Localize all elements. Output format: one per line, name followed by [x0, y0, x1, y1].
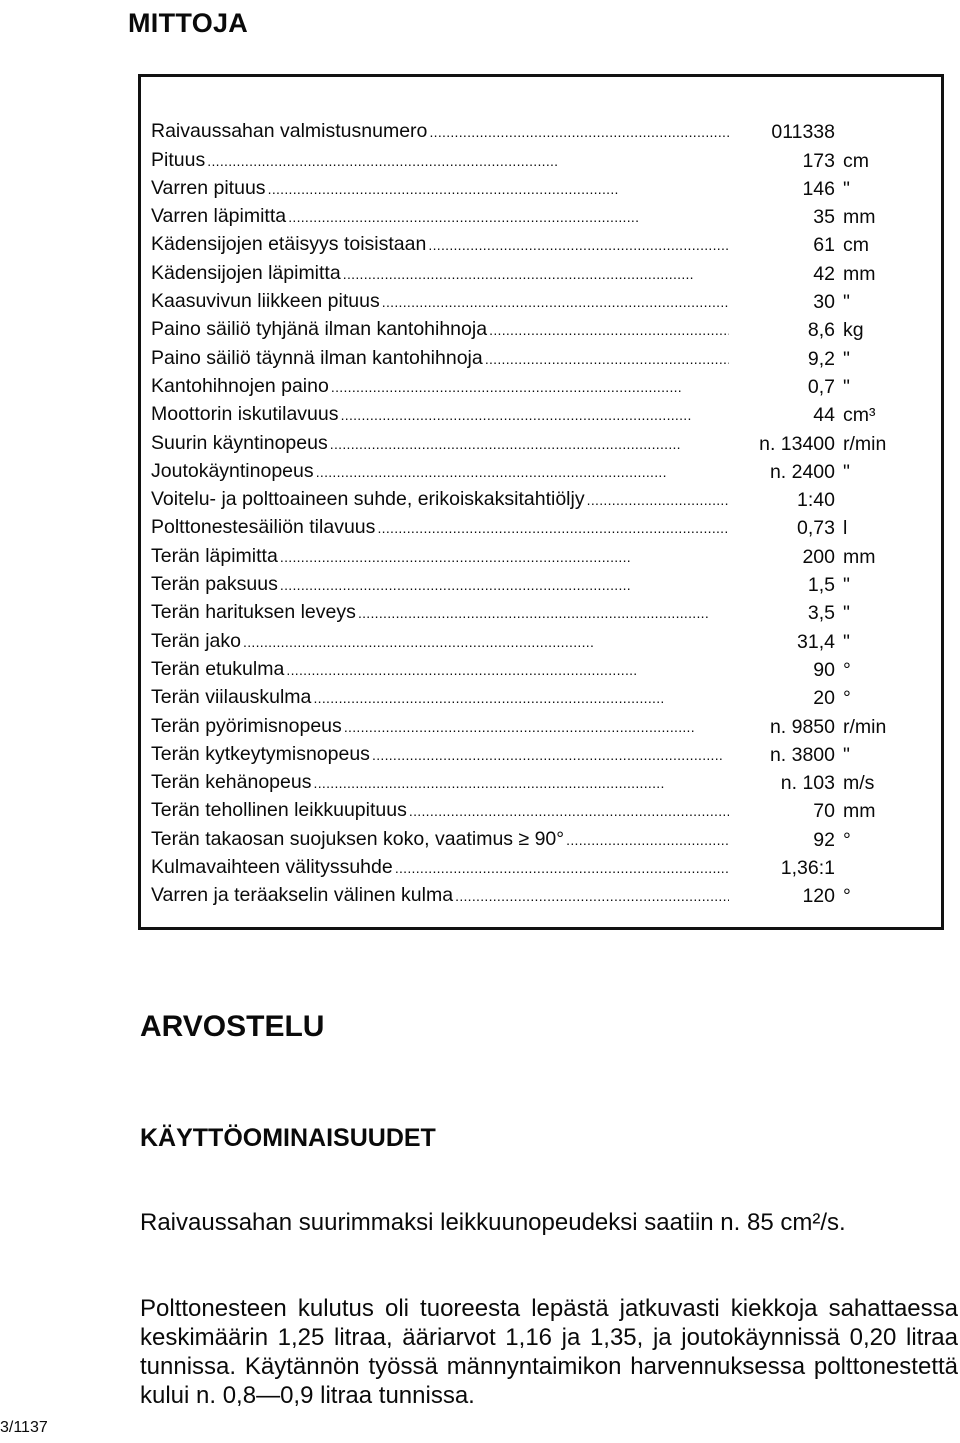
spec-label: Terän tehollinen leikkuupituus . . .: [151, 799, 729, 822]
spec-label: Terän pyörimisnopeus . . .: [151, 715, 729, 738]
spec-label: Varren ja teräakselin välinen kulma . . .: [151, 884, 729, 907]
spec-label: Terän takaosan suojuksen koko, vaatimus ≥ 90° . . .: [151, 828, 729, 851]
spec-unit: cm: [843, 149, 869, 172]
spec-value: 1,5: [807, 574, 835, 597]
page-code: 3/1137: [0, 1419, 48, 1436]
spec-row: [151, 881, 921, 909]
spec-unit: ": [843, 630, 850, 653]
spec-unit: °: [843, 828, 851, 851]
spec-value: 42: [813, 262, 835, 285]
spec-unit: ": [843, 177, 850, 200]
spec-label: Kulmavaihteen välityssuhde . . .: [151, 856, 729, 879]
spec-row: [151, 683, 921, 711]
spec-unit: mm: [843, 262, 876, 285]
spec-label: Polttonestesäiliön tilavuus . . .: [151, 516, 729, 539]
spec-row: [151, 428, 921, 456]
spec-unit: ": [843, 291, 850, 314]
spec-label: Pituus . . .: [151, 149, 729, 172]
spec-row: [151, 740, 921, 768]
spec-value: 31,4: [797, 630, 835, 653]
spec-unit: mm: [843, 800, 876, 823]
spec-label: Varren pituus . . .: [151, 177, 729, 200]
spec-value: 61: [813, 234, 835, 257]
spec-label: Paino säiliö täynnä ilman kantohihnoja . . .: [151, 347, 729, 370]
spec-label: Varren läpimitta . . .: [151, 205, 729, 228]
spec-value: 30: [813, 291, 835, 314]
spec-value: 90: [813, 658, 835, 681]
spec-row: [151, 343, 921, 371]
spec-row: [151, 258, 921, 286]
spec-value: n. 2400: [769, 460, 835, 483]
spec-value: n. 103: [780, 772, 835, 795]
spec-value: 0,73: [797, 517, 835, 540]
spec-unit: r/min: [843, 432, 887, 455]
spec-label: Terän paksuus . . .: [151, 573, 729, 596]
spec-value: 173: [802, 149, 835, 172]
spec-value: 70: [813, 800, 835, 823]
spec-label: Terän jako . . .: [151, 630, 729, 653]
spec-unit: cm: [843, 234, 869, 257]
spec-row: [151, 598, 921, 626]
spec-unit: ": [843, 602, 850, 625]
spec-unit: r/min: [843, 715, 887, 738]
spec-unit: °: [843, 658, 851, 681]
spec-label: Terän etukulma . . .: [151, 658, 729, 681]
spec-value: 146: [802, 177, 835, 200]
spec-row: [151, 513, 921, 541]
spec-row: [151, 824, 921, 852]
spec-label: Kantohihnojen paino . . .: [151, 375, 729, 398]
spec-unit: ": [843, 743, 850, 766]
spec-row: [151, 711, 921, 739]
spec-label: Kädensijojen läpimitta . . .: [151, 262, 729, 285]
spec-row: [151, 202, 921, 230]
spec-value: 8,6: [807, 319, 835, 342]
spec-unit: ": [843, 347, 850, 370]
spec-unit: l: [843, 517, 848, 540]
spec-label: Terän kytkeytymisnopeus . . .: [151, 743, 729, 766]
section-heading-evaluation: ARVOSTELU: [140, 1010, 325, 1043]
spec-row: [151, 457, 921, 485]
spec-row: [151, 287, 921, 315]
page-title: MITTOJA: [128, 8, 249, 38]
spec-unit: ": [843, 574, 850, 597]
spec-value: 20: [813, 687, 835, 710]
spec-value: n. 3800: [769, 743, 835, 766]
spec-unit: °: [843, 687, 851, 710]
spec-value: 92: [813, 828, 835, 851]
subsection-heading-usability: KÄYTTÖOMINAISUUDET: [140, 1124, 436, 1152]
spec-value: 200: [802, 545, 835, 568]
spec-value: 44: [813, 404, 835, 427]
spec-value: 1,36:1: [780, 857, 835, 880]
spec-unit: ": [843, 460, 850, 483]
spec-value: n. 13400: [759, 432, 835, 455]
specifications-table: [138, 74, 944, 930]
spec-label: Moottorin iskutilavuus . . .: [151, 403, 729, 426]
spec-value: 011338: [771, 121, 835, 144]
spec-unit: mm: [843, 545, 876, 568]
spec-row: [151, 145, 921, 173]
spec-value: n. 9850: [769, 715, 835, 738]
spec-row: [151, 117, 921, 145]
spec-row: [151, 174, 921, 202]
spec-value: 3,5: [807, 602, 835, 625]
paragraph-cutting-speed: Raivaussahan suurimmaksi leikkuunopeudeksi saatiin n. 85 cm²/s.: [140, 1209, 846, 1236]
spec-row: [151, 570, 921, 598]
spec-unit: kg: [843, 319, 864, 342]
spec-label: Terän viilauskulma . . .: [151, 686, 729, 709]
spec-row: [151, 853, 921, 881]
specifications-list: [151, 117, 921, 909]
spec-unit: mm: [843, 206, 876, 229]
spec-label: Terän harituksen leveys . . .: [151, 601, 729, 624]
spec-label: Terän kehänopeus . . .: [151, 771, 729, 794]
spec-label: Paino säiliö tyhjänä ilman kantohihnoja . . .: [151, 318, 729, 341]
spec-row: [151, 400, 921, 428]
spec-unit: °: [843, 885, 851, 908]
spec-row: [151, 372, 921, 400]
spec-row: [151, 796, 921, 824]
spec-value: 120: [802, 885, 835, 908]
spec-row: [151, 768, 921, 796]
spec-value: 1:40: [797, 489, 835, 512]
spec-row: [151, 485, 921, 513]
spec-unit: m/s: [843, 772, 875, 795]
spec-label: Suurin käyntinopeus . . .: [151, 432, 729, 455]
spec-row: [151, 541, 921, 569]
spec-value: 9,2: [807, 347, 835, 370]
spec-row: [151, 315, 921, 343]
spec-label: Kaasuvivun liikkeen pituus . . .: [151, 290, 729, 313]
spec-label: Voitelu- ja polttoaineen suhde, erikoiskaksitahtiöljy . . .: [151, 488, 729, 511]
spec-value: 35: [813, 206, 835, 229]
spec-unit: ": [843, 375, 850, 398]
spec-unit: cm³: [843, 404, 876, 427]
spec-row: [151, 626, 921, 654]
paragraph-fuel-consumption: Polttonesteen kulutus oli tuoreesta lepästä jatkuvasti kiekkoja sahattaessa keskimäärin 1,25 litraa, ääriarvot 1,16 ja 1,35, ja joutokäynnissä 0,20 litraa tunnissa. Käytännön työssä männyntaimikon harvennuksessa polttonestettä kului n. 0,8—0,9 litraa tunnissa.: [140, 1295, 958, 1409]
spec-value: 0,7: [807, 375, 835, 398]
spec-row: [151, 655, 921, 683]
spec-row: [151, 230, 921, 258]
spec-label: Kädensijojen etäisyys toisistaan . . .: [151, 233, 729, 256]
spec-label: Raivaussahan valmistusnumero . . .: [151, 120, 729, 143]
spec-label: Joutokäyntinopeus . . .: [151, 460, 729, 483]
spec-label: Terän läpimitta . . .: [151, 545, 729, 568]
